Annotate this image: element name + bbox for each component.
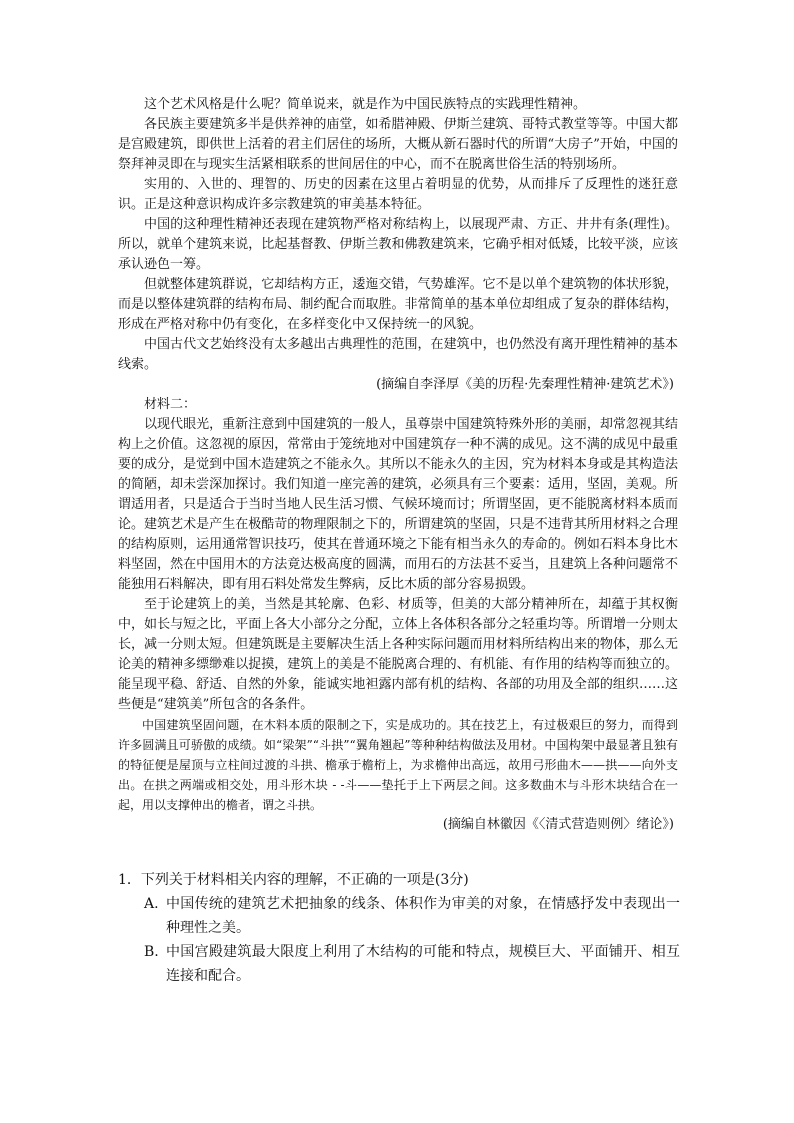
paragraph: 中国的这种理性精神还表现在建筑物严格对称结构上，以展现严肃、方正、井井有条(理性)。所以，就单个建筑来说，比起基督教、伊斯兰教和佛教建筑来，它确乎相对低矮，比较平淡，应该承认逊色一筹。 [118,217,678,272]
option-label: B. [144,944,159,960]
paragraph: 实用的、入世的、理智的、历史的因素在这里占着明显的优势，从而排斥了反理性的迷狂意识。正是这种意识构成许多宗教建筑的审美基本特征。 [118,177,678,212]
question-stem: 1．下列关于材料相关内容的理解，不正确的一项是(3分) [118,872,469,888]
option-text: 中国宫殿建筑最大限度上利用了木结构的可能和特点，规模巨大、平面铺开、相互连接和配合。 [166,944,680,984]
material-one [118,95,678,835]
option-text: 中国传统的建筑艺术把抽象的线条、体积作为审美的对象，在情感抒发中表现出一种理性之美。 [166,896,680,936]
paragraph: 至于论建筑上的美，当然是其轮廓、色彩、材质等，但美的大部分精神所在，却蕴于其权衡中，如长与短之比，平面上各大小部分之分配，立体上各体积各部分之轻重均等。所谓增一分则太长，减一分则太短。但建筑既是主要解决生活上各种实际问题而用材料所结构出来的物体，那么无论美的精神多缥缈难以捉摸，建筑上的美是不能脱离合理的、有机能、有作用的结构等而独立的。能呈现平稳、舒适、自然的外象，能诚实地袒露内部有机的结构、各部的功用及全部的组织……这些便是“建筑美”所包含的各条件。 [118,597,678,712]
paragraph: 以现代眼光，重新注意到中国建筑的一般人，虽尊崇中国建筑特殊外形的美丽，却常忽视其结构上之价值。这忽视的原因，常常由于笼统地对中国建筑存一种不满的成见。这不满的成见中最重要的成分，是觉到中国木造建筑之不能永久。其所以不能永久的主因，究为材料本身或是其构造法的简陋，却未尝深加探讨。我们知道一座完善的建筑，必须具有三个要素：适用，坚固，美观。所谓适用者，只是适合于当时当地人民生活习惯、气候环境而讨；所谓坚固，更不能脱离材料本质而论。建筑艺术是产生在极酷苛的物理限制之下的，所谓建筑的坚固，只是不违背其所用材料之合理的结构原则，运用通常智识技巧，使其在普通环境之下能有相当永久的寿命的。例如石料本身比木料坚固，然在中国用木的方法竟达极高度的圆满，而用石的方法甚不妥当，且建筑上各种问题常不能独用石料解决，即有用石料处常发生弊病，反比木质的部分容易损毁。 [118,417,678,592]
paragraph: 但就整体建筑群说，它却结构方正，逶迤交错，气势雄浑。它不是以单个建筑物的体状形貌，而是以整体建筑群的结构布局、制约配合而取胜。非常简单的基本单位却组成了复杂的群体结构，形成在严格对称中仍有变化，在多样变化中又保持统一的风貌。 [118,277,678,332]
option-a[interactable] [118,892,680,940]
paragraph: 各民族主要建筑多半是供养神的庙堂，如希腊神殿、伊斯兰建筑、哥特式教堂等等。中国大都是宫殿建筑，即供世上活着的君主们居住的场所，大概从新石器时代的所谓“大房子”开始，中国的祭拜神灵即在与现实生活紧相联系的世间居住的中心，而不在脱离世俗生活的特别场所。 [118,117,678,172]
question-block [118,868,680,988]
source-citation: (摘编自林徽因《〈清式营造则例〉绪论》) [442,817,674,832]
option-b[interactable] [118,940,680,988]
option-label: A. [144,896,159,912]
material-label: 材料二： [144,397,197,412]
paragraph: 中国古代文艺始终没有太多越出古典理性的范围，在建筑中，也仍然没有离开理性精神的基本线索。 [118,337,678,372]
paragraph: 这个艺术风格是什么呢？简单说来，就是作为中国民族特点的实践理性精神。 [144,97,587,112]
source-citation: (摘编自李泽厚《美的历程·先秦理性精神·建筑艺术》) [376,377,674,392]
paragraph: 中国建筑坚固问题，在木料本质的限制之下，实是成功的。其在技艺上，有过极艰巨的努力，而得到许多圆满且可骄傲的成绩。如“梁架”“斗拱”“翼角翘起”等种种结构做法及用材。中国构架中最显著且独有的特征便是屋顶与立柱间过渡的斗拱、檐承于檐桁上，为求檐伸出高远，故用弓形曲木——拱——向外支出。在拱之两端或相交处，用斗形木块 - -斗——垫托于上下两层之间。这多数曲木与斗形木块结合在一起，用以支撑伸出的檐者，谓之斗拱。 [118,718,678,812]
